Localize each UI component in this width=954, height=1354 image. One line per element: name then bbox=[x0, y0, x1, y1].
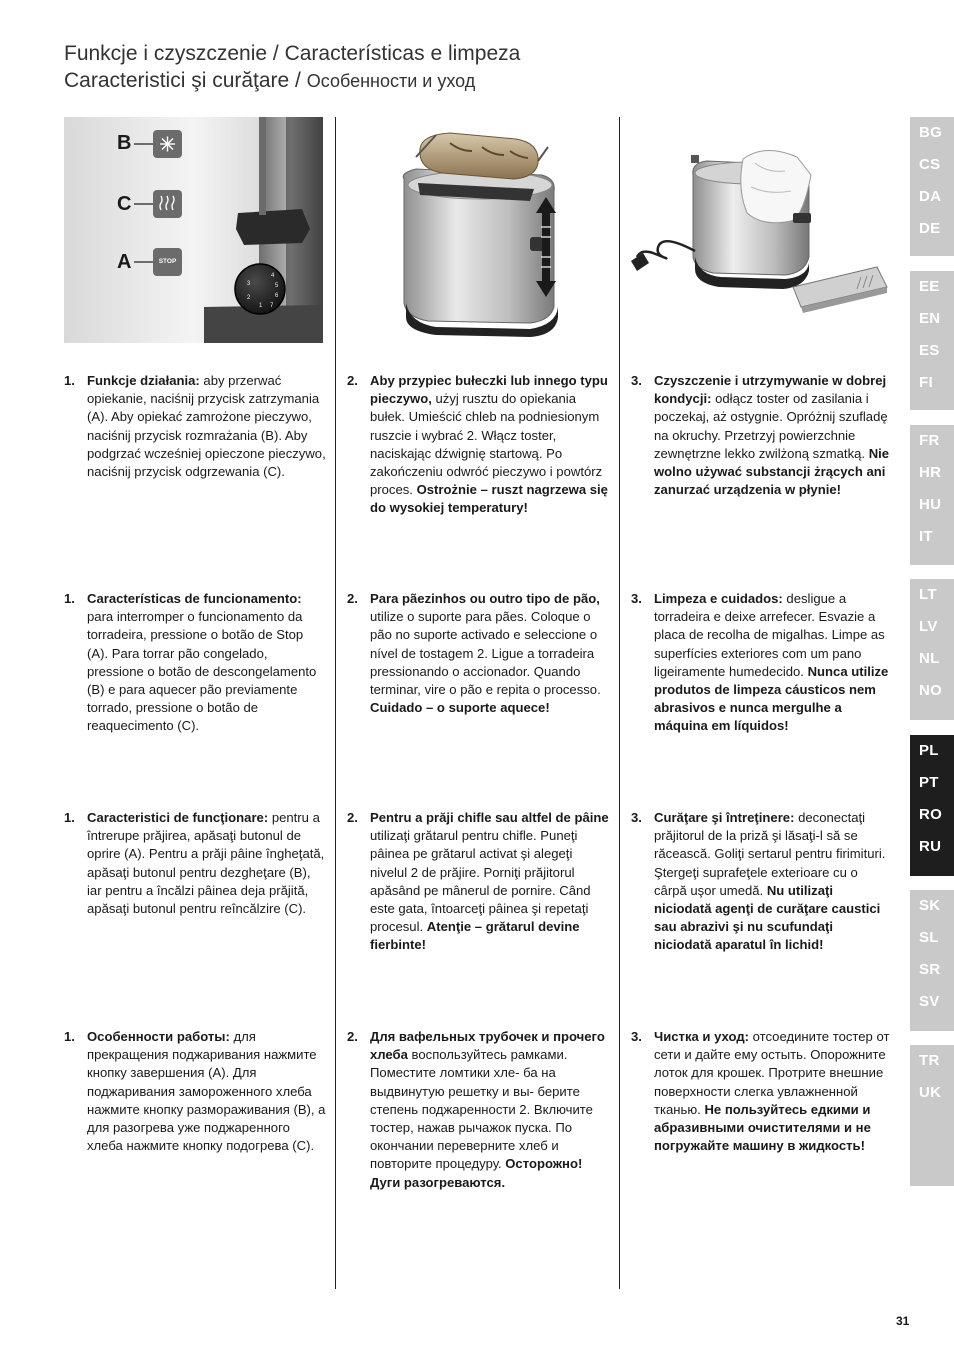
toaster-cleaning-illustration bbox=[625, 117, 895, 343]
bold-text: Осторожно! Дуги разогреваются. bbox=[370, 1156, 583, 1190]
language-tab-uk[interactable]: UK bbox=[919, 1084, 942, 1101]
bold-text: Особенности работы: bbox=[87, 1029, 230, 1044]
body-text: воспользуйтесь рамками. Поместите ломтики хле- ба на выдвинутую решетку и вы- берите степень поджаренности 2. Включите тостер, нажав рычажок пуска. По окончании переверните хлеб и повторите процедуру. bbox=[370, 1047, 593, 1172]
label-b: B bbox=[117, 132, 132, 154]
dial-number: 3 bbox=[247, 281, 251, 287]
language-tab-nl[interactable]: NL bbox=[919, 650, 940, 667]
language-group bbox=[910, 1045, 954, 1186]
language-group bbox=[910, 579, 954, 720]
language-tab-pl[interactable]: PL bbox=[919, 742, 939, 759]
language-tab-sr[interactable]: SR bbox=[919, 961, 941, 978]
language-tab-hu[interactable]: HU bbox=[919, 496, 942, 513]
label-a: A bbox=[117, 251, 132, 273]
bold-text: Aby przypiec bułeczki lub innego typu pieczywo, bbox=[370, 373, 608, 407]
body-text: utilizaţi grătarul pentru chifle. Puneţi pâinea pe grătarul activat şi alegeţi nivelul 2 de prăjire. Porniţi prăjitorul apăsând pe mânerul de pornire. Când este gata, întoarceţi pâinea şi repetaţi procesul. bbox=[370, 828, 591, 935]
language-tab-fi[interactable]: FI bbox=[919, 374, 933, 391]
body-text: pentru a întrerupe prăjirea, apăsaţi butonul de oprire (A). Pentru a prăji pâine îngheţată, apăsaţi butonul pentru dezgheţare (B), iar pentru a încălzi pâinea deja prăjită, apăsaţi butonul pentru reîncălzire (C). bbox=[87, 810, 325, 917]
body-text: para interromper o funcionamento da torradeira, pressione o botão de Stop (A). Para torrar pão congelado, pressione o botão de descongelamento (B) e para aquecer pão previamente torrado, pressione o botão de reaquecimento (C). bbox=[87, 609, 317, 734]
page-number: 31 bbox=[896, 1314, 910, 1328]
language-tab-sk[interactable]: SK bbox=[919, 897, 941, 914]
bold-text: Nunca utilize produtos de limpeza cáusticos nem abrasivos e nunca mergulhe a máquina em líquidos! bbox=[654, 663, 889, 734]
text-block bbox=[370, 1028, 609, 1192]
control-panel-illustration bbox=[64, 117, 323, 343]
language-tab-no[interactable]: NO bbox=[919, 682, 943, 699]
bold-text: Nie wolno używać substancji żrących ani zanurzać urządzenia w płynie! bbox=[654, 445, 890, 498]
bold-text: Czyszczenie i utrzymywanie w dobrej kondycji: bbox=[654, 373, 887, 407]
bold-text: Nu utilizaţi niciodată agenţi de curăţare caustici sau abrazivi şi nu scufundaţi niciodată aparatul în lichid! bbox=[654, 882, 881, 953]
body-text: użyj rusztu do opiekania bułek. Umieścić chleb na podniesionym ruszcie i wybrać 2. Włącz toster, naciskając dźwignię startową. Po zakończeniu odwróć pieczywo i powtórz proces. bbox=[370, 391, 603, 498]
language-tab-cs[interactable]: CS bbox=[919, 156, 941, 173]
language-group bbox=[910, 735, 954, 876]
figure-toaster-cleaning bbox=[625, 117, 895, 343]
text-block bbox=[87, 809, 326, 918]
language-tab-ro[interactable]: RO bbox=[919, 806, 943, 823]
language-group bbox=[910, 117, 954, 256]
dial-number: 4 bbox=[271, 273, 275, 279]
bold-text: Pentru a prăji chifle sau altfel de pâine bbox=[370, 810, 609, 825]
dial-number: 6 bbox=[275, 293, 279, 299]
text-block bbox=[87, 372, 326, 481]
text-block bbox=[370, 372, 609, 518]
body-text: отсоедините тостер от сети и дайте ему остыть. Опорожните лоток для крошек. Протрите внешние поверхности слегка увлажненной тканью. bbox=[654, 1029, 890, 1117]
bold-text: Curăţare şi întreţinere: bbox=[654, 810, 795, 825]
column-divider bbox=[619, 117, 620, 1289]
body-text: desligue a torradeira e deixe arrefecer. Esvazie a placa de recolha de migalhas. Limpe as superfícies exteriores com um pano ligeiramente humedecido. bbox=[654, 591, 885, 679]
dial-number: 5 bbox=[275, 283, 279, 289]
bold-text: Limpeza e cuidados: bbox=[654, 591, 783, 606]
language-tab-sv[interactable]: SV bbox=[919, 993, 940, 1010]
language-tab-en[interactable]: EN bbox=[919, 310, 941, 327]
language-tab-de[interactable]: DE bbox=[919, 220, 941, 237]
column-divider bbox=[335, 117, 336, 1289]
page-title-ro: Caracteristici şi curăţare / bbox=[64, 69, 301, 92]
page-title-line-2 bbox=[64, 69, 475, 93]
dial-number: 2 bbox=[247, 295, 251, 301]
language-tab-da[interactable]: DA bbox=[919, 188, 942, 205]
bold-text: Cuidado – o suporte aquece! bbox=[370, 700, 550, 716]
label-c: C bbox=[117, 193, 132, 215]
text-block bbox=[87, 1028, 326, 1155]
page-title-line-1: Funkcje i czyszczenie / Características e limpeza bbox=[64, 42, 521, 65]
bold-text: Características de funcionamento: bbox=[87, 591, 302, 606]
bold-text: Для вафельных трубочек и прочего хлеба bbox=[370, 1029, 605, 1063]
language-tab-lv[interactable]: LV bbox=[919, 618, 938, 635]
bold-text: Para pãezinhos ou outro tipo de pão, bbox=[370, 591, 600, 606]
text-block bbox=[654, 590, 893, 736]
bold-text: Caracteristici de funcţionare: bbox=[87, 810, 269, 825]
bold-text: Funkcje działania: bbox=[87, 373, 200, 388]
stop-button[interactable]: STOP bbox=[158, 258, 177, 265]
language-tab-hr[interactable]: HR bbox=[919, 464, 942, 481]
language-tab-tr[interactable]: TR bbox=[919, 1052, 940, 1069]
text-block bbox=[370, 590, 609, 717]
bold-text: Не пользуйтесь едкими и абразивными очистителями и не погружайте машину в жидкость! bbox=[654, 1101, 871, 1154]
language-tab-bg[interactable]: BG bbox=[919, 124, 943, 141]
bold-text: Ostrożnie – ruszt nagrzewa się do wysokiej temperatury! bbox=[370, 482, 608, 516]
language-tab-sl[interactable]: SL bbox=[919, 929, 939, 946]
language-tab-ee[interactable]: EE bbox=[919, 278, 940, 295]
body-text: deconectaţi prăjitorul de la priză şi lăsaţi-l să se răcească. Goliţi sertarul pentru firimituri. Ştergeţi suprafeţele exterioare cu o cârpă uşor umedă. bbox=[654, 810, 886, 898]
language-tab-pt[interactable]: PT bbox=[919, 774, 939, 791]
body-text: aby przerwać opiekanie, naciśnij przycisk zatrzymania (A). Aby opiekać zamrożone pieczywo, naciśnij przycisk rozmrażania (B). Aby podgrzać wcześniej opieczone pieczywo, naciśnij przycisk odgrzewania (C). bbox=[87, 373, 326, 480]
language-tab-lt[interactable]: LT bbox=[919, 586, 937, 603]
body-text: odłącz toster od zasilania i poczekaj, aż ostygnie. Opróżnij szufladę na okruchy. Przetrzyj powierzchnie zewnętrzne lekko zwilżoną szmatką. bbox=[654, 391, 888, 461]
figure-toaster-bun-rack bbox=[380, 117, 580, 343]
language-group bbox=[910, 271, 954, 410]
text-block bbox=[370, 809, 609, 955]
body-text: для прекращения поджаривания нажмите кнопку завершения (A). Для поджаривания замороженного хлеба нажмите кнопку размораживания (B), а для разогрева уже поджаренного хлеба нажмите кнопку подогрева (C). bbox=[87, 1029, 326, 1154]
page-title-ru: Особенности и уход bbox=[306, 71, 476, 91]
text-block bbox=[654, 809, 893, 955]
bold-text: Atenţie – grătarul devine fierbinte! bbox=[370, 919, 580, 953]
text-block bbox=[654, 1028, 893, 1155]
text-block bbox=[87, 590, 326, 736]
language-group bbox=[910, 890, 954, 1031]
figure-control-panel bbox=[64, 117, 323, 343]
body-text: utilize o suporte para pães. Coloque o pão no suporte activado e seleccione o nível de tostagem 2. Ligue a torradeira pressionando o accionador. Quando terminar, vire o pão e repita o processo. bbox=[370, 609, 601, 698]
language-tab-fr[interactable]: FR bbox=[919, 432, 940, 449]
language-tab-es[interactable]: ES bbox=[919, 342, 940, 359]
defrost-button[interactable] bbox=[153, 130, 182, 158]
dial-number: 1 bbox=[259, 303, 263, 309]
dial-number: 7 bbox=[270, 303, 274, 309]
reheat-button[interactable] bbox=[153, 190, 182, 218]
language-tab-it[interactable]: IT bbox=[919, 528, 933, 545]
language-group bbox=[910, 425, 954, 565]
bold-text: Чистка и уход: bbox=[654, 1029, 749, 1044]
language-tab-ru[interactable]: RU bbox=[919, 838, 942, 855]
text-block bbox=[654, 372, 893, 499]
toaster-bun-rack-illustration bbox=[380, 117, 580, 343]
